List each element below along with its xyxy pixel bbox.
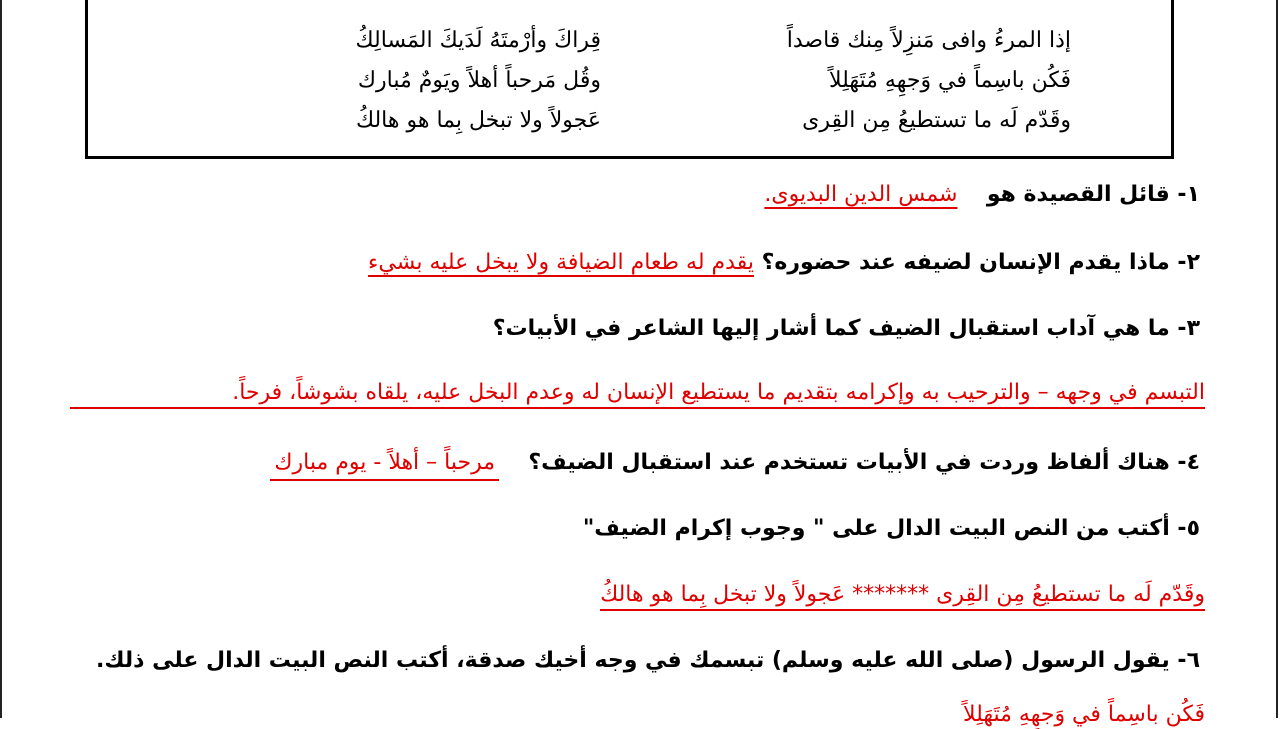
answer-text: شمس الدين البديوى. — [764, 182, 958, 207]
verse-second-hemistich: وقُل مَرحباً أهلاً ويَومٌ مُبارك — [357, 68, 601, 93]
answer-text: يقدم له طعام الضيافة ولا يبخل عليه بشيء — [368, 250, 754, 275]
question-number: ٣- — [1177, 316, 1200, 341]
answer-5: وقَدّم لَه ما تستطيعُ مِن القِرى ******* عَجولاً ولا تبخل بِما هو هالكُ — [600, 582, 1205, 611]
question-4 — [60, 450, 1200, 481]
question-2 — [60, 250, 1200, 275]
question-text: ماذا يقدم الإنسان لضيفه عند حضوره؟ — [761, 250, 1170, 275]
verse-second-hemistich: عَجولاً ولا تبخل بِما هو هالكُ — [355, 108, 601, 133]
answer-6: فَكُن باسِماً في وَجهِهِ مُتَهَلِلاً — [962, 702, 1205, 727]
question-1 — [60, 182, 1200, 207]
question-text: قائل القصيدة هو — [986, 182, 1170, 207]
question-text: هناك ألفاظ وردت في الأبيات تستخدم عند استقبال الضيف؟ — [528, 450, 1170, 475]
question-text: ما هي آداب استقبال الضيف كما أشار إليها الشاعر في الأبيات؟ — [492, 316, 1170, 341]
verse-row — [88, 68, 1171, 108]
verse-row — [88, 28, 1171, 68]
question-3 — [60, 316, 1200, 341]
question-number: ١- — [1177, 182, 1200, 207]
question-number: ٤- — [1177, 450, 1200, 475]
question-5 — [60, 516, 1200, 541]
question-text: أكتب من النص البيت الدال على " وجوب إكرام الضيف" — [582, 516, 1170, 541]
question-number: ٢- — [1177, 250, 1200, 275]
answer-text: مرحباً – أهلاً - يوم مبارك — [270, 450, 499, 481]
verse-first-hemistich: فَكُن باسِماً في وَجهِهِ مُتَهَلِلاً — [828, 68, 1071, 93]
question-6 — [60, 648, 1200, 673]
verse-second-hemistich: قِراكَ وأرْمتَهُ لَدَيكَ المَسالِكُ — [355, 28, 601, 53]
answer-3: التبسم في وجهه – والترحيب به وإكرامه بتقديم ما يستطيع الإنسان له وعدم البخل عليه، يلقاه بشوشاً، فرحاً. — [70, 380, 1205, 409]
verse-row — [88, 108, 1171, 148]
question-number: ٦- — [1177, 648, 1200, 673]
question-number: ٥- — [1177, 516, 1200, 541]
verse-first-hemistich: وقَدّم لَه ما تستطيعُ مِن القِرى — [802, 108, 1071, 133]
verse-first-hemistich: إذا المرءُ وافى مَنزِلاً مِنك قاصداً — [786, 28, 1071, 53]
poem-box — [85, 0, 1174, 159]
question-text: يقول الرسول (صلى الله عليه وسلم) تبسمك في وجه أخيك صدقة، أكتب النص البيت الدال على ذلك. — [96, 648, 1170, 673]
